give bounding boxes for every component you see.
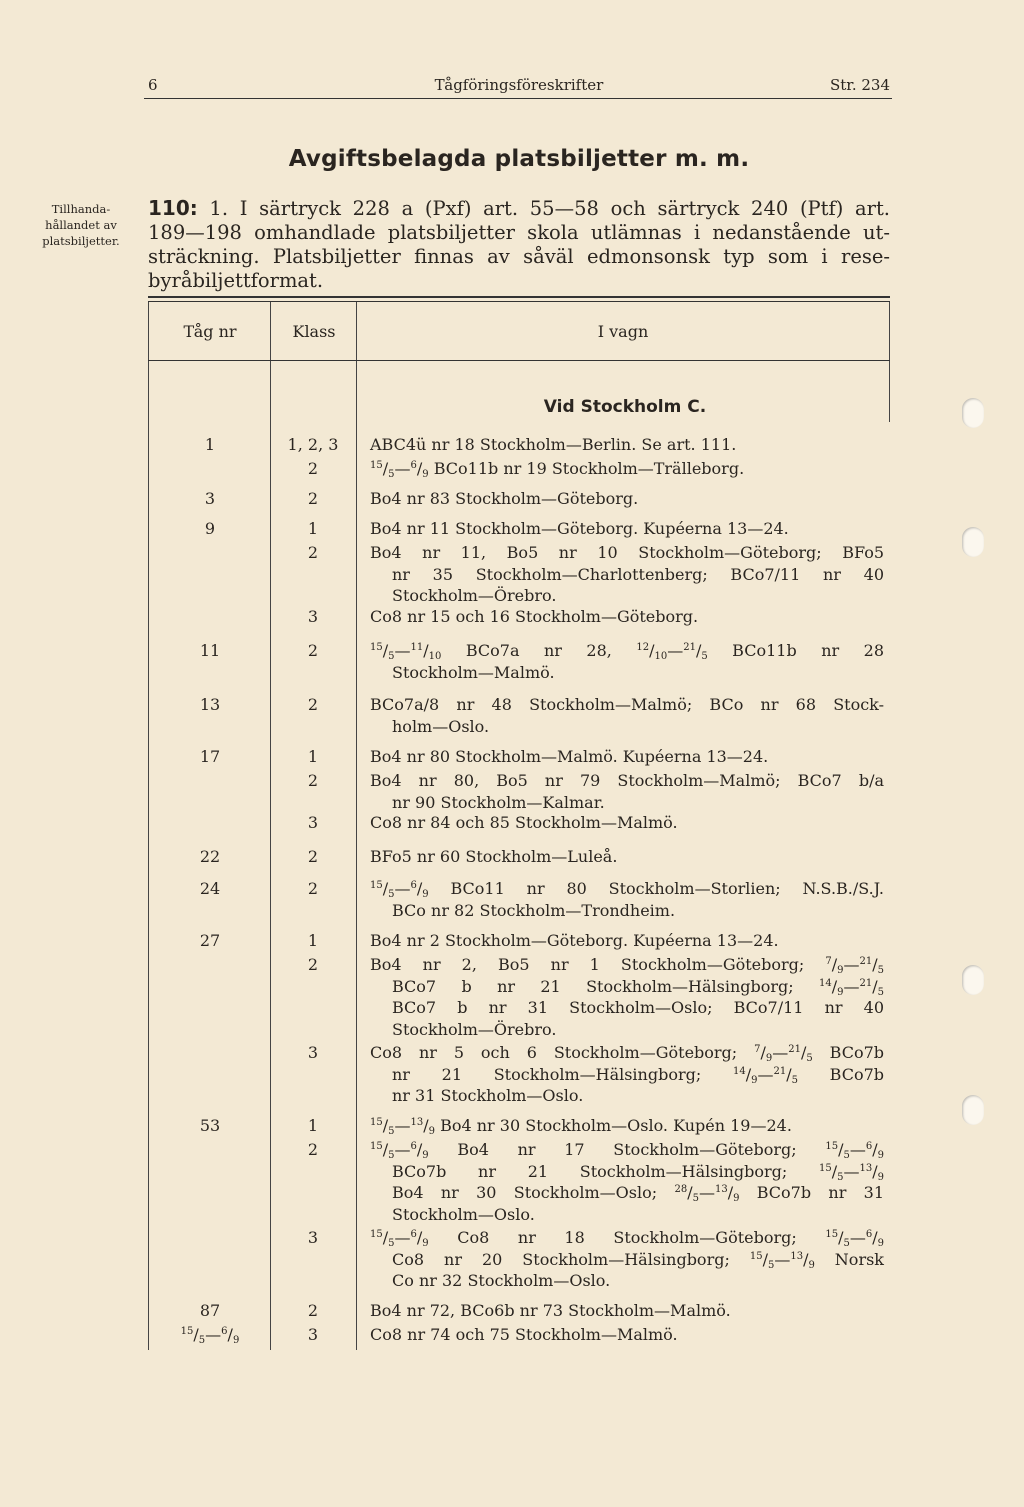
carriage-info-line: Bo4 nr 2 Stockholm—Göteborg. Kupéerna 13—24. (370, 931, 779, 950)
carriage-info (370, 606, 884, 628)
punch-hole (962, 527, 984, 557)
class-value: 3 (307, 1325, 319, 1344)
intro-line: 189—198 omhandlade platsbiljetter skola utlämnas i nedanstående ut- (148, 221, 890, 244)
margin-note-line: Tillhanda- (51, 202, 111, 216)
carriage-info-line: Bo4 nr 11, Bo5 nr 10 Stockholm—Göteborg; BFo5 (370, 543, 884, 562)
carriage-info (370, 878, 884, 921)
carriage-info-line: Bo4 nr 11 Stockholm—Göteborg. Kupéerna 13—24. (370, 519, 789, 538)
class-value: 2 (307, 543, 319, 562)
intro-paragraph (148, 196, 890, 293)
carriage-info-line: nr 21 Stockholm—Hälsingborg; $^{14}/_9—^{21}/_5$ BCo7b (392, 1064, 884, 1086)
intro-line (148, 196, 890, 221)
carriage-info (370, 434, 884, 456)
carriage-info (370, 1139, 884, 1225)
class-value: 2 (307, 459, 319, 478)
class-value: 3 (307, 607, 319, 626)
carriage-info-line: $^{15}/_5—^6/_9$ BCo11 nr 80 Stockholm—Storlien; N.S.B./S.J. (370, 879, 884, 900)
carriage-info-line: BCo7 b nr 31 Stockholm—Oslo; BCo7/11 nr 40 (392, 998, 884, 1017)
carriage-info (370, 488, 884, 510)
punch-hole (962, 398, 984, 428)
class-value: 1 (307, 747, 319, 766)
carriage-info-line: Stockholm—Örebro. (392, 586, 557, 605)
carriage-info (370, 542, 884, 607)
carriage-info-line: holm—Oslo. (392, 716, 490, 736)
carriage-info (370, 694, 884, 737)
carriage-info (370, 518, 884, 540)
carriage-info-line: BFo5 nr 60 Stockholm—Luleå. (370, 847, 618, 866)
running-header (148, 76, 890, 98)
table-top-rule (148, 301, 890, 302)
page-number: 6 (148, 76, 158, 94)
train-number: $^{15}/_5—^6/_9$ (180, 1325, 240, 1346)
carriage-info-line: Co8 nr 5 och 6 Stockholm—Göteborg; $^7/_9—^{21}/_5$ BCo7b (370, 1043, 885, 1064)
carriage-info (370, 1115, 884, 1137)
class-value: 2 (307, 1140, 319, 1159)
margin-note (22, 201, 140, 249)
class-value: 2 (307, 955, 319, 974)
class-value: 3 (307, 1043, 319, 1062)
carriage-info-line: Stockholm—Malmö. (392, 662, 555, 682)
carriage-info-line: $^{15}/_5—^6/_9$ BCo11b nr 19 Stockholm—Trälleborg. (370, 459, 745, 480)
train-number: 17 (199, 747, 221, 766)
section-title: Avgiftsbelagda platsbiljetter m. m. (288, 146, 750, 172)
column-header-vagn: I vagn (597, 322, 649, 341)
column-header-klass: Klass (292, 322, 336, 341)
column-divider (270, 302, 271, 1350)
train-number: 11 (199, 641, 221, 660)
carriage-info-line: nr 35 Stockholm—Charlottenberg; BCo7/11 nr 40 (392, 564, 884, 584)
paragraph-number: 110: (148, 196, 198, 220)
station-subheading: Vid Stockholm C. (543, 397, 707, 417)
class-value: 3 (307, 813, 319, 832)
carriage-info (370, 930, 884, 952)
intro-line: byråbiljettformat. (148, 269, 324, 292)
class-value: 2 (307, 641, 319, 660)
carriage-info-line: Stockholm—Oslo. (392, 1204, 535, 1224)
train-number: 24 (199, 879, 221, 898)
carriage-info-line: $^{15}/_5—^{11}/_{10}$ BCo7a nr 28, $^{12}/_{10}—^{21}/_5$ BCo11b nr 28 (370, 641, 884, 662)
carriage-info (370, 770, 884, 813)
class-value: 2 (307, 1301, 319, 1320)
carriage-info-line: BCo7 b nr 21 Stockholm—Hälsingborg; $^{14}/_9—^{21}/_5$ (392, 976, 884, 998)
header-reference: Str. 234 (830, 76, 890, 94)
carriage-info-line: ABC4ü nr 18 Stockholm—Berlin. Se art. 111. (370, 435, 737, 454)
carriage-info-line: Bo4 nr 83 Stockholm—Göteborg. (370, 489, 639, 508)
margin-note-line: platsbiljetter. (42, 234, 120, 248)
punch-hole (962, 965, 984, 995)
class-value: 1 (307, 1116, 319, 1135)
train-number: 27 (199, 931, 221, 950)
intro-line: sträckning. Platsbiljetter finnas av såväl edmonsonsk typ som i rese- (148, 245, 890, 268)
train-number: 9 (204, 519, 216, 538)
punch-hole (962, 1095, 984, 1125)
train-number: 53 (199, 1116, 221, 1135)
carriage-info-line: BCo7a/8 nr 48 Stockholm—Malmö; BCo nr 68 Stock- (370, 695, 884, 714)
carriage-info (370, 746, 884, 768)
carriage-info (370, 458, 884, 480)
carriage-info-line: Co8 nr 74 och 75 Stockholm—Malmö. (370, 1325, 678, 1344)
carriage-info-line: Bo4 nr 80 Stockholm—Malmö. Kupéerna 13—24. (370, 747, 769, 766)
class-value: 2 (307, 879, 319, 898)
train-number: 13 (199, 695, 221, 714)
carriage-info-line: $^{15}/_5—^{13}/_9$ Bo4 nr 30 Stockholm—Oslo. Kupén 19—24. (370, 1116, 792, 1137)
carriage-info-line: nr 90 Stockholm—Kalmar. (392, 792, 605, 812)
carriage-info-line: Bo4 nr 2, Bo5 nr 1 Stockholm—Göteborg; $^7/_9—^{21}/_5$ (370, 955, 884, 976)
carriage-info (370, 1042, 884, 1107)
carriage-info-line: Bo4 nr 72, BCo6b nr 73 Stockholm—Malmö. (370, 1301, 731, 1320)
carriage-info-line: $^{15}/_5—^6/_9$ Bo4 nr 17 Stockholm—Göteborg; $^{15}/_5—^6/_9$ (370, 1140, 884, 1161)
carriage-info-line: nr 31 Stockholm—Oslo. (392, 1086, 584, 1105)
column-divider (356, 302, 357, 1350)
carriage-info-line: Bo4 nr 80, Bo5 nr 79 Stockholm—Malmö; BCo7 b/a (370, 771, 884, 790)
carriage-info (370, 1300, 884, 1322)
table-left-border (148, 302, 149, 1350)
class-value: 1, 2, 3 (287, 435, 339, 454)
class-value: 2 (307, 771, 319, 790)
carriage-info-line: Bo4 nr 30 Stockholm—Oslo; $^{28}/_5—^{13}/_9$ BCo7b nr 31 (392, 1183, 885, 1204)
class-value: 1 (307, 519, 319, 538)
train-number: 3 (204, 489, 216, 508)
margin-note-line: hållandet av (45, 218, 117, 232)
header-rule (148, 360, 890, 361)
carriage-info-line: Co8 nr 84 och 85 Stockholm—Malmö. (370, 813, 678, 832)
carriage-info (370, 812, 884, 834)
class-value: 3 (307, 1228, 319, 1247)
class-value: 2 (307, 489, 319, 508)
train-number: 22 (199, 847, 221, 866)
carriage-info-line: BCo7b nr 21 Stockholm—Hälsingborg; $^{15}/_5—^{13}/_9$ (392, 1161, 884, 1183)
carriage-info (370, 1324, 884, 1346)
carriage-info-line: BCo nr 82 Stockholm—Trondheim. (392, 900, 676, 920)
train-number: 87 (199, 1301, 221, 1320)
table-top-rule (148, 296, 890, 298)
intro-text: 1. I särtryck 228 a (Pxf) art. 55—58 och särtryck 240 (Ptf) art. (197, 197, 890, 220)
carriage-info-line: Co8 nr 20 Stockholm—Hälsingborg; $^{15}/_5—^{13}/_9$ Norsk (392, 1249, 884, 1271)
carriage-info-line: Co8 nr 15 och 16 Stockholm—Göteborg. (370, 607, 699, 626)
carriage-info-line: Co nr 32 Stockholm—Oslo. (392, 1271, 611, 1290)
header-rule (144, 98, 892, 99)
column-header-tag: Tåg nr (183, 322, 237, 341)
header-title: Tågföringsföreskrifter (434, 76, 604, 94)
class-value: 2 (307, 695, 319, 714)
carriage-info (370, 640, 884, 683)
class-value: 1 (307, 931, 319, 950)
class-value: 2 (307, 847, 319, 866)
carriage-info-line: Stockholm—Örebro. (392, 1019, 557, 1039)
carriage-info (370, 954, 884, 1040)
carriage-info-line: $^{15}/_5—^6/_9$ Co8 nr 18 Stockholm—Göteborg; $^{15}/_5—^6/_9$ (370, 1228, 884, 1249)
train-number: 1 (204, 435, 216, 454)
carriage-info (370, 846, 884, 868)
carriage-info (370, 1227, 884, 1292)
